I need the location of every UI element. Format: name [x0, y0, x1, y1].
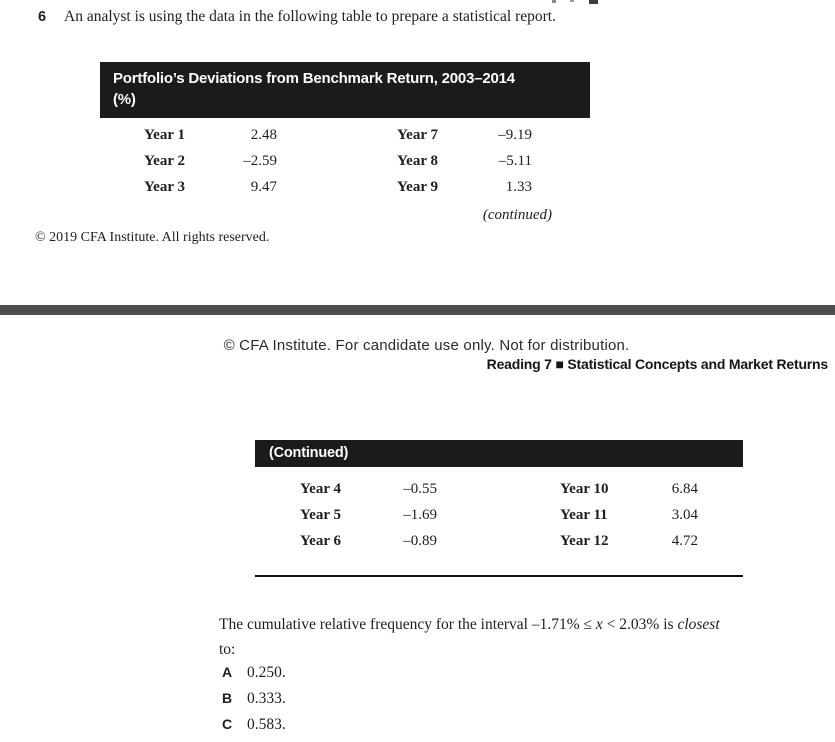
- continued-note: (continued): [482, 206, 552, 223]
- copyright-note: © 2019 CFA Institute. All rights reserved.: [35, 230, 270, 245]
- year-label: Year 11: [560, 507, 608, 523]
- deviations-table: [100, 62, 590, 224]
- year-label: Year 8: [397, 152, 438, 169]
- year-label: Year 3: [144, 178, 185, 195]
- question-text: [219, 612, 809, 663]
- deviations-table-header: [100, 62, 590, 118]
- table-row: [100, 179, 590, 205]
- continued-table-header: (Continued): [255, 440, 743, 467]
- deviations-table-body: [100, 118, 590, 205]
- year-label: Year 6: [300, 533, 341, 549]
- table-row: [255, 533, 743, 559]
- deviation-value: –1.69: [403, 507, 437, 523]
- continued-table-body: [255, 467, 743, 559]
- year-label: Year 2: [144, 152, 185, 169]
- table-row: [255, 507, 743, 533]
- table-row: [100, 127, 590, 153]
- option-letter: B: [222, 690, 233, 706]
- year-label: Year 4: [300, 481, 341, 497]
- deviation-value: –0.55: [403, 481, 437, 497]
- deviations-table-title: Portfolio’s Deviations from Benchmark Return, 2003–2014: [113, 70, 515, 87]
- deviation-value: 9.47: [250, 178, 277, 195]
- deviation-value: 3.04: [671, 507, 698, 523]
- deviation-value: 4.72: [671, 533, 698, 549]
- year-label: Year 9: [397, 178, 438, 195]
- year-label: Year 7: [397, 126, 438, 143]
- page-divider-bar: [0, 305, 835, 315]
- deviation-value: 2.48: [250, 126, 277, 143]
- deviation-value: –9.19: [498, 126, 532, 143]
- question-intro-text: An analyst is using the data in the following table to prepare a statistical report.: [64, 8, 556, 25]
- answer-option-b: [222, 690, 286, 716]
- option-value: 0.333.: [247, 690, 286, 707]
- deviation-value: 1.33: [505, 178, 532, 195]
- question-number: 6: [38, 9, 47, 25]
- answer-options: [222, 664, 286, 742]
- option-letter: C: [222, 716, 233, 732]
- answer-option-a: [222, 664, 286, 690]
- year-label: Year 5: [300, 507, 341, 523]
- question-part1: The cumulative relative frequency for the interval –1.71% ≤: [219, 616, 596, 633]
- deviation-value: –0.89: [403, 533, 437, 549]
- clipped-text-remnant: [589, 0, 598, 4]
- question-part2: < 2.03% is: [602, 616, 678, 633]
- question-emphasis: closest: [677, 616, 720, 633]
- question-variable: x: [595, 616, 603, 633]
- deviations-table-unit: (%): [113, 91, 136, 109]
- option-letter: A: [222, 664, 233, 680]
- deviation-value: –5.11: [498, 152, 532, 169]
- clipped-text-remnant: [552, 0, 556, 3]
- question-part3: to:: [219, 641, 236, 659]
- deviation-value: –2.59: [243, 152, 277, 169]
- year-label: Year 12: [560, 533, 609, 549]
- table-row: [255, 481, 743, 507]
- reading-title: Reading 7 ■ Statistical Concepts and Market Returns: [486, 356, 828, 372]
- year-label: Year 10: [560, 481, 609, 497]
- table-bottom-rule: [255, 575, 743, 577]
- question-intro-row: [38, 8, 556, 26]
- answer-option-c: [222, 716, 286, 742]
- option-value: 0.250.: [247, 664, 286, 681]
- candidate-use-notice: © CFA Institute. For candidate use only. Not for distribution.: [223, 337, 630, 354]
- deviation-value: 6.84: [671, 481, 698, 497]
- continued-table: [255, 440, 743, 577]
- option-value: 0.583.: [247, 716, 286, 733]
- table-row: [100, 153, 590, 179]
- clipped-text-remnant: [570, 0, 574, 2]
- year-label: Year 1: [144, 126, 185, 143]
